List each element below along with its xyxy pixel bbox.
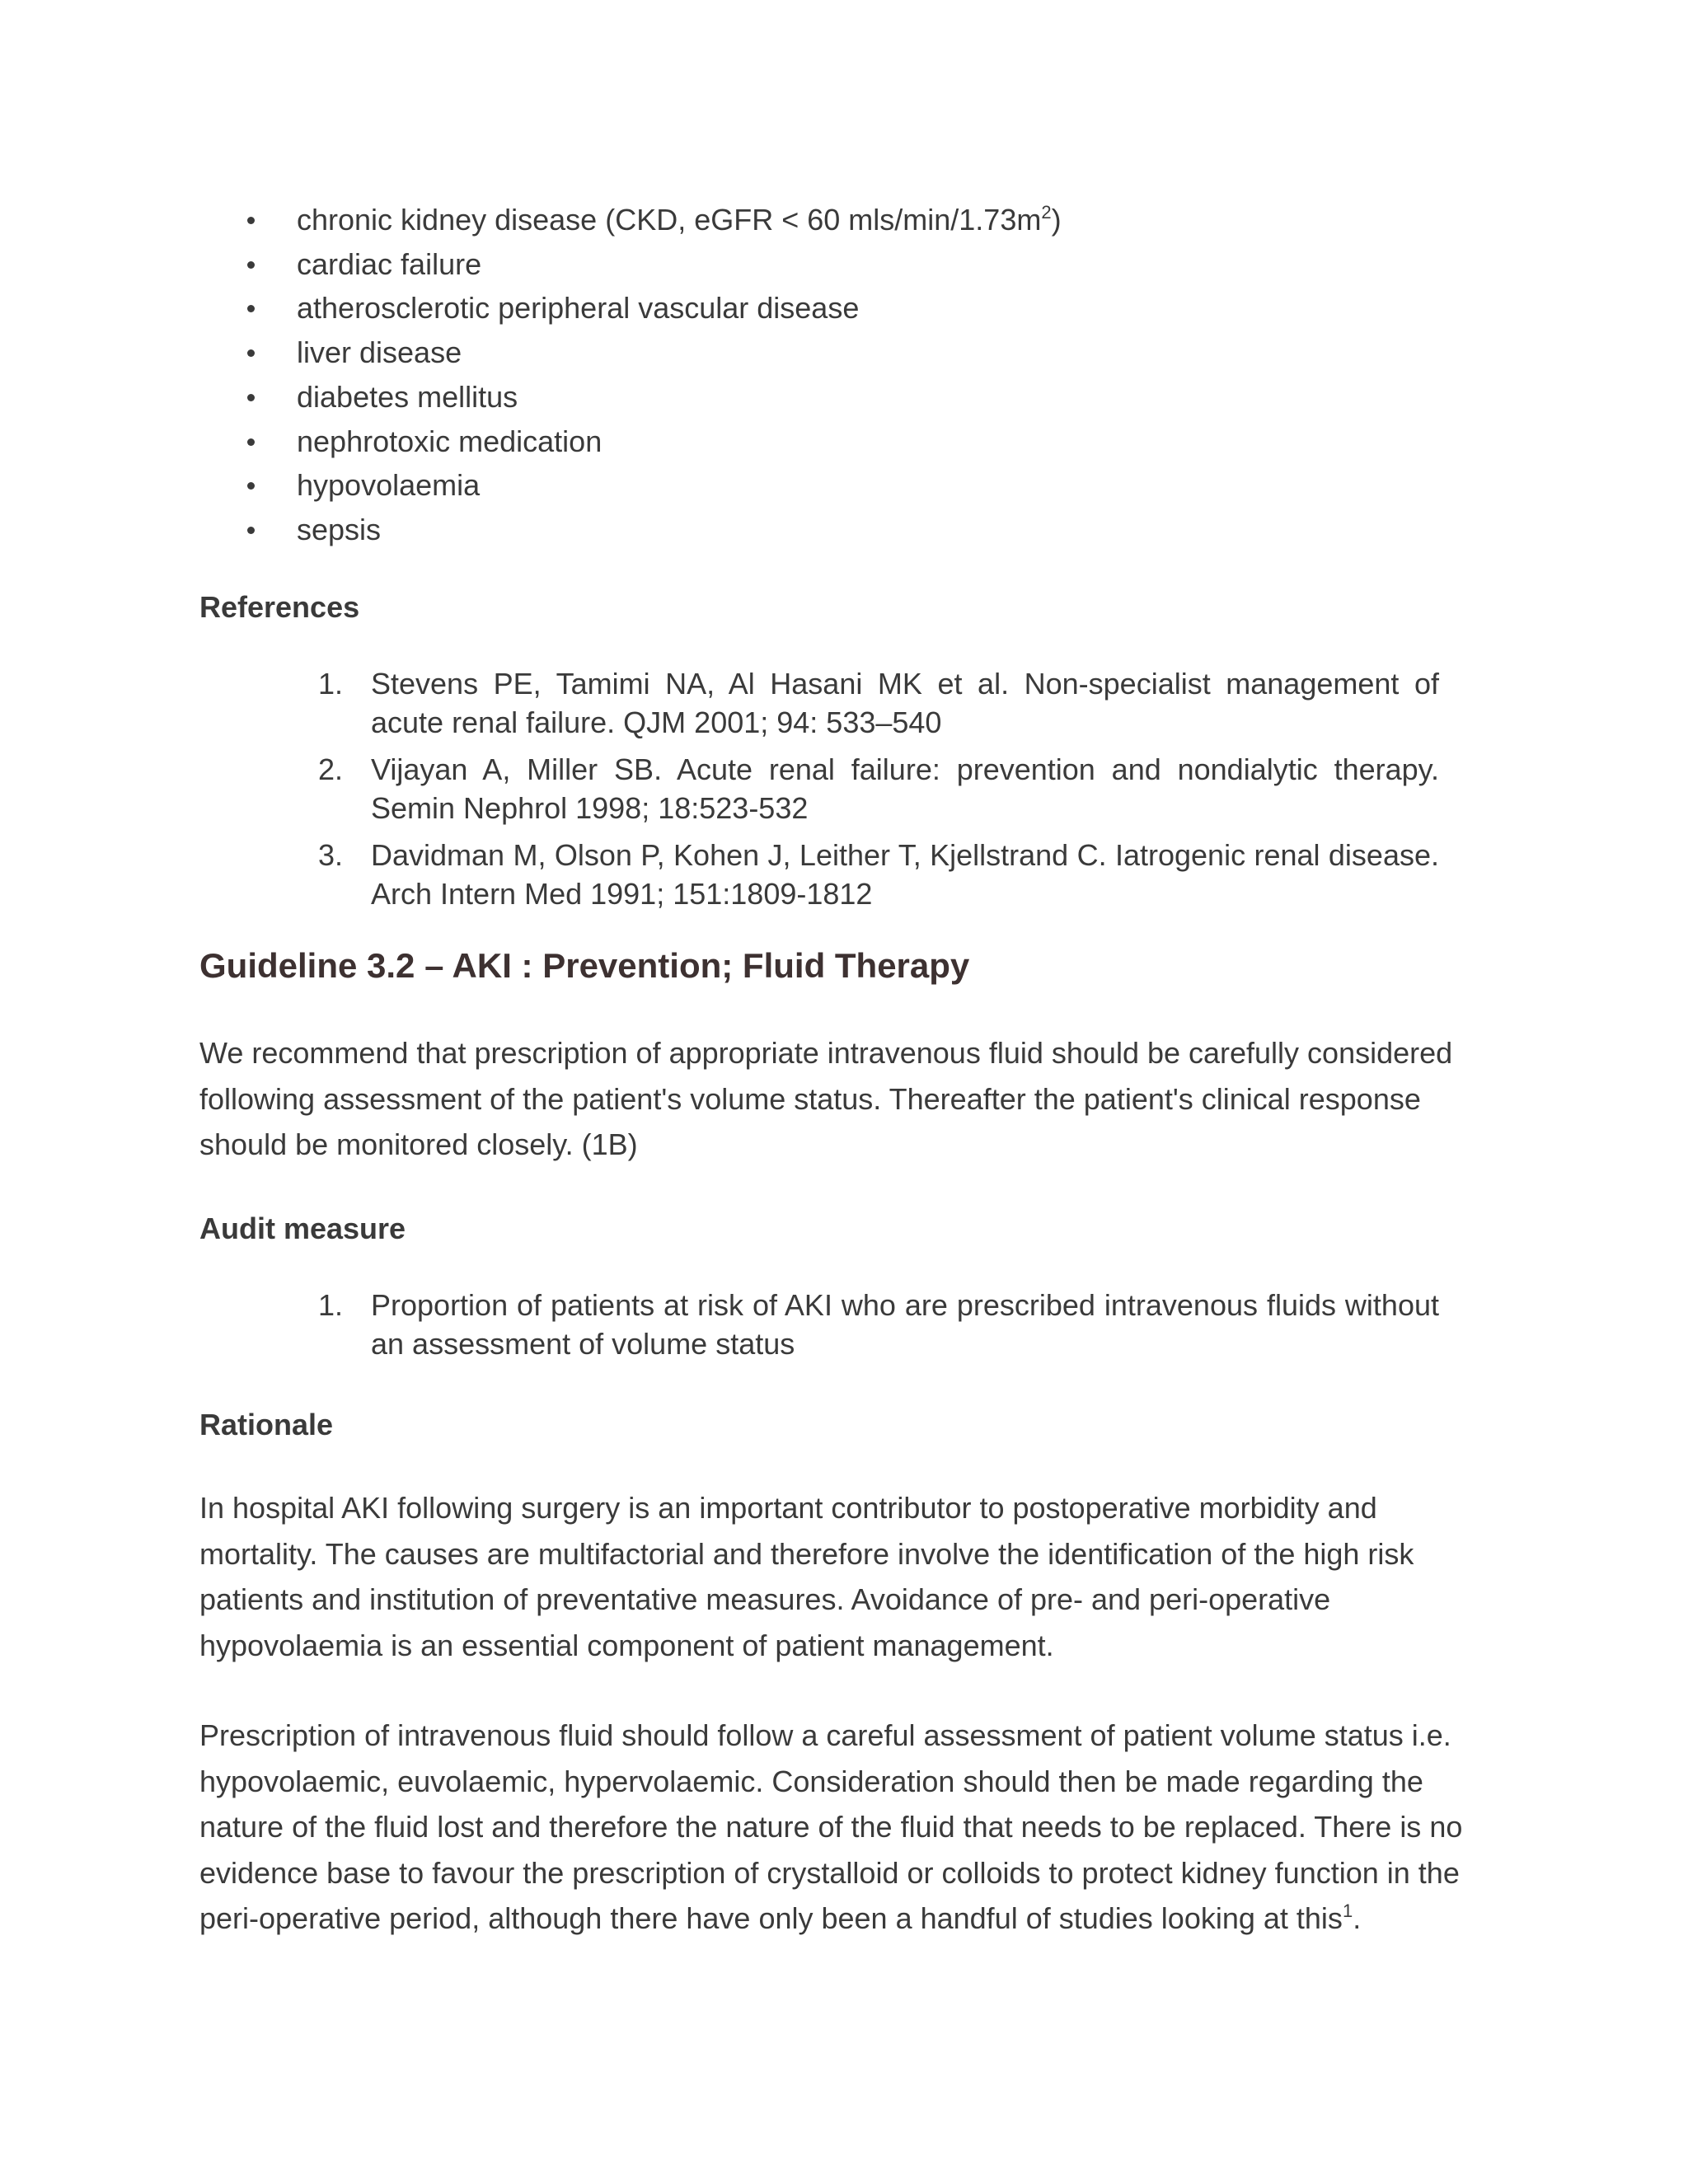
rationale-paragraph-2-end: . [1353, 1901, 1362, 1935]
citation-superscript: 1 [1342, 1900, 1353, 1921]
rationale-heading: Rationale [199, 1408, 334, 1441]
risk-factor-text: cardiac failure [297, 246, 482, 281]
risk-factor-text: hypovolaemia [297, 468, 481, 503]
list-item [247, 419, 1062, 464]
bullet-icon [247, 527, 255, 534]
reference-number: 1. [318, 667, 344, 701]
bullet-icon [247, 261, 255, 269]
recommendation-paragraph: We recommend that prescription of appropriate intravenous fluid should be carefully considered following assessment of the patient's volume status. Thereafter the patient's clinical response should be monitored closely. (1B) [199, 1036, 1453, 1161]
reference-number: 3. [318, 838, 344, 872]
list-item [247, 198, 1062, 242]
reference-text: Davidman M, Olson P, Kohen J, Leither T, Kjellstrand C. Iatrogenic renal disease. Arch Intern Med 1991; 151:1809-1812 [371, 838, 1439, 911]
risk-factor-text: atherosclerotic peripheral vascular disease [297, 291, 860, 326]
references-list [318, 664, 1439, 921]
rationale-paragraph-2 [199, 1713, 1493, 1942]
audit-item [318, 1286, 1439, 1363]
audit-number: 1. [318, 1288, 344, 1322]
risk-factor-text: diabetes mellitus [297, 379, 518, 414]
rationale-paragraph-2-text: Prescription of intravenous fluid should follow a careful assessment of patient volume status i.e. hypovolaemic, euvolaemic, hypervolaemic. Consideration should then be made regarding the nature of the fluid lost and therefore the nature of the fluid that needs to be replaced. There is no evidence base to favour the prescription of crystalloid or colloids to protect kidney function in the peri-operative period, although there have only been a handful of studies looking at this [199, 1718, 1463, 1935]
reference-text: Stevens PE, Tamimi NA, Al Hasani MK et al. Non-specialist management of acute renal failure. QJM 2001; 94: 533–540 [371, 667, 1439, 739]
reference-item [318, 836, 1439, 913]
risk-factor-text: chronic kidney disease (CKD, eGFR < 60 mls/min/1.73m [297, 203, 1042, 237]
list-item [247, 330, 1062, 375]
audit-list [318, 1286, 1439, 1371]
bullet-icon [247, 217, 255, 224]
risk-factor-text-end: ) [1051, 203, 1062, 237]
list-item [247, 463, 1062, 508]
reference-text: Vijayan A, Miller SB. Acute renal failure: prevention and nondialytic therapy. Semin Nephrol 1998; 18:523-532 [371, 752, 1439, 825]
list-item [247, 242, 1062, 287]
bullet-icon [247, 394, 255, 401]
bullet-icon [247, 482, 255, 490]
bullet-icon [247, 305, 255, 312]
audit-heading: Audit measure [199, 1212, 406, 1245]
list-item [247, 375, 1062, 419]
rationale-paragraph-1: In hospital AKI following surgery is an important contributor to postoperative morbidity and mortality. The causes are multifactorial and therefore involve the identification of the high risk patients and institution of preventative measures. Avoidance of pre- and peri-operative hypovolaemia is an essential component of patient management. [199, 1491, 1414, 1662]
guideline-title: Guideline 3.2 – AKI : Prevention; Fluid Therapy [199, 946, 970, 985]
bullet-icon [247, 438, 255, 446]
reference-item [318, 750, 1439, 827]
risk-factor-text: liver disease [297, 335, 462, 370]
risk-factor-text: nephrotoxic medication [297, 424, 603, 458]
risk-factor-text: sepsis [297, 512, 382, 546]
list-item [247, 286, 1062, 330]
references-heading: References [199, 590, 360, 624]
reference-number: 2. [318, 752, 344, 786]
superscript: 2 [1041, 202, 1052, 223]
reference-item [318, 664, 1439, 742]
risk-factor-list [247, 198, 1062, 552]
bullet-icon [247, 349, 255, 357]
list-item [247, 508, 1062, 552]
audit-text: Proportion of patients at risk of AKI who are prescribed intravenous fluids without an assessment of volume status [371, 1288, 1439, 1361]
